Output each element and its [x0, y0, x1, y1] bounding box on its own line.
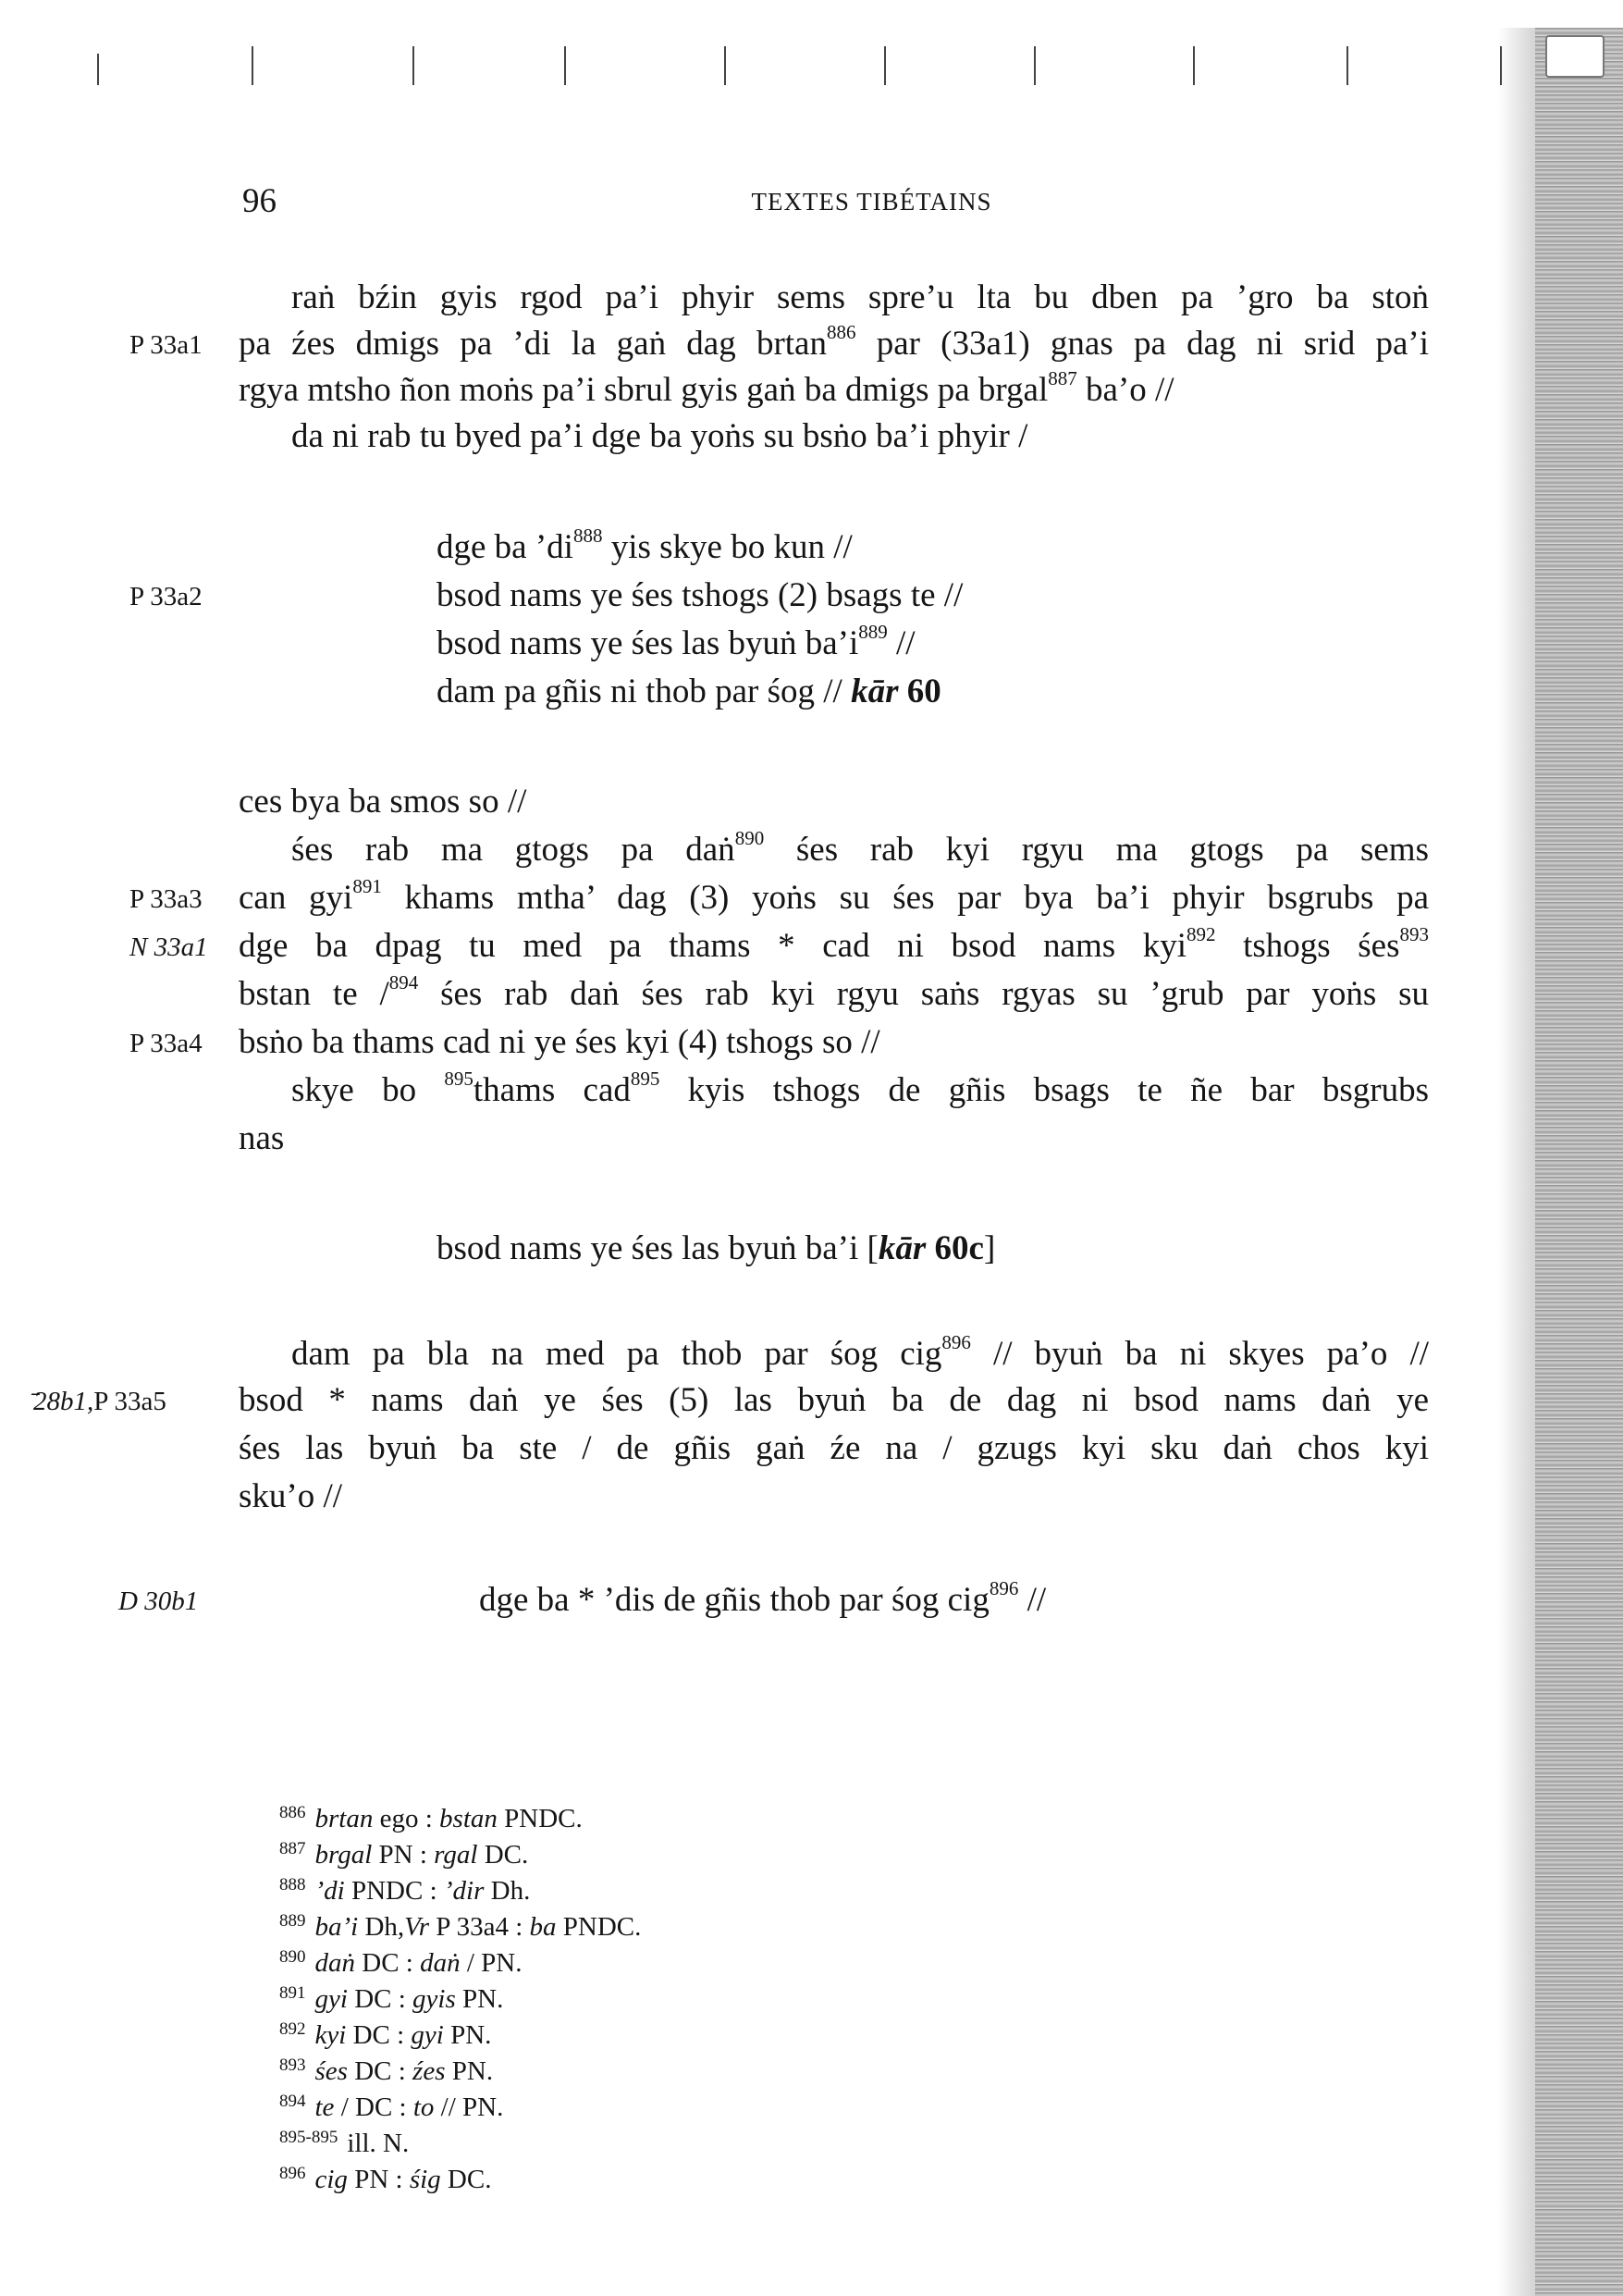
text-line: nas — [239, 1119, 285, 1157]
text-line: dam pa bla na med pa thob par śog cig$^{896}$ // byuṅ ba ni skyes pa’o // — [291, 1330, 1429, 1373]
text-line: śes rab ma gtogs pa daṅ$^{890}$ śes rab kyi rgyu ma gtogs pa sems — [291, 826, 1429, 869]
page-number: 96 — [242, 182, 277, 220]
margin-ref: P 33a4 — [129, 1029, 203, 1058]
scan-tick-mark — [1500, 46, 1502, 85]
verse-line: dge ba $’di^{888}$ yis skye bo kun // — [436, 524, 853, 566]
text-line: can gyi$^{891}$ khams mtha’ dag (3) yoṅs su śes par bya ba’i phyir bsgrubs pa — [239, 874, 1429, 917]
footnote-ref: 890 — [734, 826, 765, 849]
footnote: $^{886}$ brtan ego : bstan PNDC. — [279, 1803, 583, 1833]
text-line: bsṅo ba thams cad ni ye śes kyi (4) tshogs so // — [239, 1023, 880, 1061]
footnote: $^{891}$ gyi DC : gyis PN. — [279, 1983, 504, 2014]
scan-tick-mark — [97, 54, 99, 85]
footnote-ref: 888 — [572, 524, 603, 547]
footnote: $^{890}$ daṅ DC : daṅ / PN. — [279, 1947, 523, 1978]
text-line: bstan te /$^{894}$ śes rab daṅ śes rab kyi rgyu saṅs rgyas su ’grub par yoṅs su — [239, 970, 1430, 1013]
footnote-ref: 887 — [1048, 366, 1077, 389]
text-line: ces bya ba smos so // — [239, 783, 527, 821]
footnote: $^{895-895}$ ill. N. — [279, 2128, 410, 2158]
footnote: $^{894}$ te / DC : to // PN. — [279, 2092, 504, 2122]
footnote: $^{889}$ ba’i Dh,Vr P 33a4 : ba PNDC. — [279, 1911, 642, 1942]
margin-ref: P 33a2 — [129, 582, 203, 611]
footnote-ref: 892 — [1187, 922, 1216, 945]
karika-number: 60 — [898, 673, 941, 710]
footnote-ref: 895 — [630, 1067, 660, 1090]
text-line: sku’o // — [239, 1477, 343, 1515]
text-line: śes las byuṅ ba ste / de gñis gaṅ źe na / gzugs kyi sku daṅ chos kyi — [239, 1429, 1429, 1467]
footnote: $^{887}$ brgal PN : rgal DC. — [279, 1839, 529, 1870]
running-title — [0, 188, 1623, 216]
scan-tick-mark — [564, 46, 566, 85]
scan-tick-mark — [1034, 46, 1036, 85]
footnote-ref: 896 — [989, 1576, 1019, 1599]
footnote-ref: 893 — [1399, 922, 1429, 945]
scan-corner-tab — [1545, 35, 1605, 78]
text-line: bsod * nams daṅ ye śes (5) las byuṅ ba de dag ni bsod nams daṅ ye — [239, 1381, 1429, 1419]
margin-ref: ̄28b1,P 33a5 — [33, 1387, 166, 1416]
text-line: dge ba dpag tu med pa thams * cad ni bsod nams kyi$^{892}$ tshogs śes$^{893}$ — [239, 922, 1429, 965]
verse-line: bsod nams ye śes las byuṅ ba’i [kār 60c] — [436, 1229, 996, 1267]
margin-ref: D 30b1 — [118, 1586, 199, 1616]
footnote: $^{892}$ kyi DC : gyi PN. — [279, 2019, 492, 2050]
scan-tick-mark — [884, 46, 886, 85]
text-line: raṅ bźin gyis rgod pa’i phyir sems spre’u lta bu dben pa ’gro ba stoṅ — [291, 278, 1429, 316]
karika-number: 60c — [926, 1229, 984, 1267]
scan-tick-mark — [252, 46, 253, 85]
text-line: da ni rab tu byed pa’i dge ba yoṅs su bsṅo ba’i phyir / — [291, 417, 1028, 455]
scan-tick-mark — [724, 46, 726, 85]
footnote: $^{893}$ śes DC : źes PN. — [279, 2055, 494, 2086]
footnote-ref: 891 — [352, 874, 382, 897]
footnote-ref: 894 — [388, 970, 419, 994]
karika-label: kār — [878, 1229, 927, 1267]
karika-label: kār — [851, 673, 899, 710]
text-line: rgya mtsho ñon moṅs pa’i sbrul gyis gaṅ ba dmigs pa brgal$^{887}$ ba’o // — [239, 366, 1174, 409]
footnote-ref: 886 — [826, 320, 856, 343]
text-line: skye bo $^{895}$thams cad$^{895}$ kyis tshogs de gñis bsags te ñe bar bsgrubs — [291, 1067, 1429, 1109]
scan-tick-mark — [1346, 46, 1348, 85]
footnote: $^{896}$ cig PN : śig DC. — [279, 2164, 492, 2194]
verse-line: dam pa gñis ni thob par śog // kār 60 — [436, 673, 941, 710]
verse-line: bsod nams ye śes las byuṅ $ba’i^{889}$ // — [436, 620, 916, 662]
text-line: pa źes dmigs pa ’di la gaṅ dag brtan$^{886}$ par (33a1) gnas pa dag ni srid pa’i — [239, 320, 1429, 363]
footnote-ref: 896 — [941, 1330, 971, 1353]
scan-edge-shadow — [1535, 28, 1623, 2296]
verse-line: dge ba * ’dis de gñis thob par śog cig$^{896}$ // — [479, 1576, 1047, 1619]
scan-tick-mark — [412, 46, 414, 85]
footnote-ref: 895 — [444, 1067, 473, 1090]
margin-ref: P 33a1 — [129, 330, 203, 360]
footnote-ref: 889 — [858, 620, 888, 643]
running-title-text: TEXTES TIBÉTAINS — [751, 188, 992, 216]
scan-tick-mark — [1193, 46, 1195, 85]
verse-line: bsod nams ye śes tshogs (2) bsags te // — [436, 576, 964, 614]
margin-ref: N 33a1 — [129, 932, 208, 962]
margin-ref: P 33a3 — [129, 884, 203, 914]
footnote: $^{888}$ ’di PNDC : ’dir Dh. — [279, 1875, 531, 1906]
